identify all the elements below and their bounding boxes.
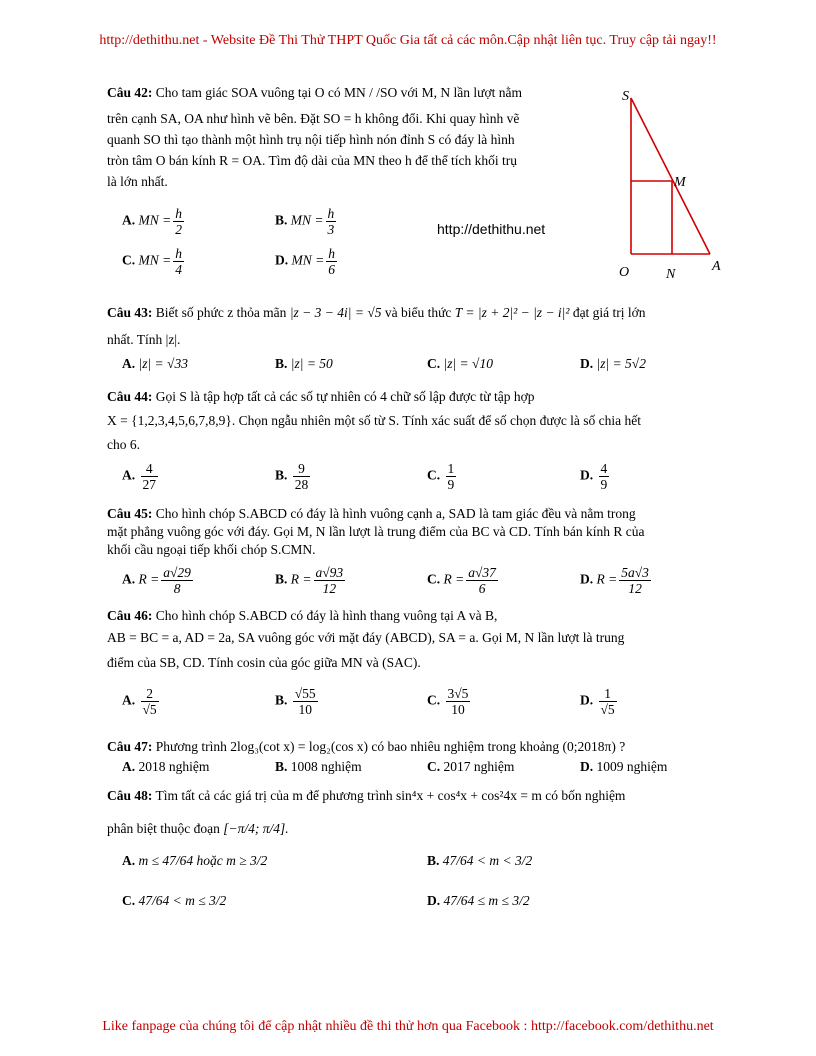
question-48-options-row-1 <box>107 853 741 893</box>
question-44-option-d[interactable]: D. $\frac{4}{9}$ <box>580 461 608 492</box>
question-43-line-2: nhất. Tính |z|. <box>107 332 181 347</box>
question-42-line-1 <box>107 82 607 103</box>
question-46-option-d[interactable]: D. $\frac{1}{√5}$ <box>580 686 615 717</box>
question-48-option-b[interactable]: B. 47/64 < m < 3/2 <box>427 853 533 868</box>
question-42-options-row-2 <box>107 246 741 290</box>
question-42-options-row-1 <box>107 206 741 246</box>
question-48-label: Câu 48: <box>107 788 153 803</box>
question-44-option-b[interactable]: B. $\frac{9}{28}$ <box>275 461 309 492</box>
question-43-option-c[interactable]: C. |z| = √10 <box>427 356 493 371</box>
watermark-url: http://dethithu.net <box>437 221 546 237</box>
question-47-option-b[interactable]: B. 1008 nghiệm <box>275 759 362 774</box>
question-45-option-a[interactable]: A. R = $\frac{a√29}{8}$ <box>122 565 191 596</box>
question-43-option-b[interactable]: B. |z| = 50 <box>275 356 333 371</box>
question-42-option-d[interactable]: D. MN = $\frac{h}{6}$ <box>275 246 335 277</box>
question-44-option-c[interactable]: C. $\frac{1}{9}$ <box>427 461 455 492</box>
question-42-label: Câu 42: <box>107 85 153 100</box>
question-42-line-3: quanh SO thì tạo thành một hình trụ nội tiếp hình nón đỉnh S có đáy là hình <box>107 132 515 147</box>
question-44-line-3: cho 6. <box>107 437 140 452</box>
question-46-line-2: AB = BC = a, AD = 2a, SA vuông góc với mặt đáy (ABCD), SA = a. Gọi M, N lần lượt là trung <box>107 630 625 645</box>
question-45-option-d[interactable]: D. R = $\frac{5a√3}{12}$ <box>580 565 649 596</box>
question-43-option-d[interactable]: D. |z| = 5√2 <box>580 356 646 371</box>
question-44-line-2: X = {1,2,3,4,5,6,7,8,9}. Chọn ngẫu nhiên một số từ S. Tính xác suất để số chọn được là số chia hết <box>107 413 642 428</box>
question-45-line-3: khối cầu ngoại tiếp khối chóp S.CMN. <box>107 542 316 557</box>
question-48 <box>107 785 741 839</box>
question-43-expression: T = |z + 2|² − |z − i|² <box>454 305 570 320</box>
label-o: O <box>619 265 630 280</box>
footer-banner[interactable]: Like fanpage của chúng tôi để cập nhật nhiều đề thi thử hơn qua Facebook : http://facebook.com/dethithu.net <box>102 1019 714 1034</box>
question-42-option-c[interactable]: C. MN = $\frac{h}{4}$ <box>122 246 182 277</box>
question-42-text-1: Cho tam giác SOA vuông tại O có MN / /SO với M, N lần lượt nằm <box>155 85 522 100</box>
question-42-line-4: tròn tâm O bán kính R = OA. Tìm độ dài của MN theo h để thể tích khối trụ <box>107 153 518 168</box>
question-43-label: Câu 43: <box>107 305 153 320</box>
question-45-option-b[interactable]: B. R = $\frac{a√93}{12}$ <box>275 565 344 596</box>
question-47-option-c[interactable]: C. 2017 nghiệm <box>427 759 515 774</box>
question-46-line-3: điểm của SB, CD. Tính cosin của góc giữa MN và (SAC). <box>107 655 421 670</box>
question-46-line-1: Câu 46: Cho hình chóp S.ABCD có đáy là hình thang vuông tại A và B, <box>107 608 498 623</box>
question-42-option-a[interactable]: A. MN = $\frac{h}{2}$ <box>122 206 182 237</box>
question-45 <box>107 505 741 559</box>
question-45-line-1: Câu 45: Cho hình chóp S.ABCD có đáy là hình vuông cạnh a, SAD là tam giác đều và nằm trong <box>107 506 636 521</box>
question-44 <box>107 386 741 455</box>
question-46-option-a[interactable]: A. $\frac{2}{√5}$ <box>122 686 157 717</box>
question-42-option-b[interactable]: B. MN = $\frac{h}{3}$ <box>275 206 335 237</box>
question-42-line-5: là lớn nhất. <box>107 174 168 189</box>
question-46-options <box>107 686 741 736</box>
question-47-line-1: Câu 47: Phương trình 2log₃(cot x) = log₂(cos x) có bao nhiêu nghiệm trong khoảng (0;2018π) ? <box>107 739 626 754</box>
question-48-line-2: phân biệt thuộc đoạn [−π/4; π/4]. <box>107 821 289 836</box>
question-48-line-1: Câu 48: Tìm tất cả các giá trị của m để phương trình sin⁴x + cos⁴x + cos²4x = m có bốn nghiệm <box>107 788 626 803</box>
question-45-label: Câu 45: <box>107 506 153 521</box>
question-45-option-c[interactable]: C. R = $\frac{a√37}{6}$ <box>427 565 496 596</box>
question-46-option-b[interactable]: B. $\frac{√55}{10}$ <box>275 686 316 717</box>
question-43-condition: |z − 3 − 4i| = √5 <box>289 305 382 320</box>
question-44-options <box>107 461 741 505</box>
question-45-line-2: mặt phẳng vuông góc với đáy. Gọi M, N lần lượt là trung điểm của BC và CD. Tính bán kính R của <box>107 524 645 539</box>
label-n: N <box>666 267 676 282</box>
question-47-option-a[interactable]: A. 2018 nghiệm <box>122 759 210 774</box>
question-43-option-a[interactable]: A. |z| = √33 <box>122 356 188 371</box>
question-46-option-c[interactable]: C. $\frac{3√5}{10}$ <box>427 686 469 717</box>
question-48-option-c[interactable]: C. 47/64 < m ≤ 3/2 <box>122 893 227 908</box>
question-48-option-d[interactable]: D. 47/64 ≤ m ≤ 3/2 <box>427 893 530 908</box>
question-48-interval: [−π/4; π/4]. <box>223 821 289 836</box>
question-47-option-d[interactable]: D. 1009 nghiệm <box>580 759 668 774</box>
question-48-options-row-2 <box>107 893 741 933</box>
label-m: M <box>674 175 686 190</box>
question-45-options <box>107 565 741 605</box>
label-s: S <box>622 89 629 104</box>
question-44-line-1: Câu 44: Gọi S là tập hợp tất cả các số tự nhiên có 4 chữ số lập được từ tập hợp <box>107 389 535 404</box>
question-48-option-a[interactable]: A. m ≤ 47/64 hoặc m ≥ 3/2 <box>122 853 268 868</box>
question-page <box>107 82 741 933</box>
header-banner[interactable]: http://dethithu.net - Website Đề Thi Thử THPT Quốc Gia tất cả các môn.Cập nhật liên tục. Truy cập tải ngay!! <box>99 33 717 48</box>
question-42 <box>107 82 607 192</box>
question-42-line-2: trên cạnh SA, OA như hình vẽ bên. Đặt SO = h không đổi. Khi quay hình vẽ <box>107 111 520 126</box>
question-43-line-1: Câu 43: Biết số phức z thỏa mãn |z − 3 − 4i| = √5 và biểu thức T = |z + 2|² − |z − i|² đạt giá trị lớn <box>107 305 646 320</box>
question-44-option-a[interactable]: A. $\frac{4}{27}$ <box>122 461 156 492</box>
question-46-label: Câu 46: <box>107 608 153 623</box>
question-43 <box>107 302 741 350</box>
label-a: A <box>712 259 721 274</box>
question-47 <box>107 736 741 757</box>
question-46 <box>107 605 741 674</box>
question-43-options <box>107 356 741 386</box>
question-47-options <box>107 759 741 785</box>
question-47-label: Câu 47: <box>107 739 153 754</box>
question-44-label: Câu 44: <box>107 389 153 404</box>
